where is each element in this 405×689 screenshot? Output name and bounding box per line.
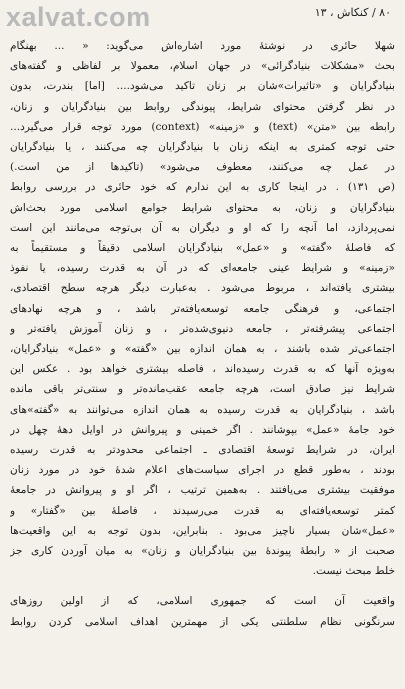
running-header: ۸۰ / کنکاش ، ۱۳ <box>314 6 391 19</box>
text-line: اجتماعی پیشرفته‌تر ، جامعه دنیوی‌شده‌تر ، و زنان آموزش یافته‌تر و <box>10 322 395 335</box>
paragraph-1 <box>10 36 395 581</box>
text-line: باشد ، بنیادگرایان به قدرت رسیده به همان اندازه می‌توانند به «گفته»های <box>10 403 395 416</box>
text-line: ایران، در شرایط توسعهٔ اقتصادی ـ اجتماعی محدودتر به قدرت رسیده <box>10 444 395 457</box>
text-line: کمتر توسعه‌یافته‌ای به قدرت می‌رسیدند ، فاصلهٔ بین «گفتار» و <box>10 504 395 517</box>
text-line: اجتماعی‌تر شده باشند ، به همان اندازه بین «گفته» و «عمل» بنیادگرایان، <box>10 343 395 356</box>
text-line: بحث «مشکلات بنیادگرائی» در جهان اسلام، معمولا بر لفاظی و گفته‌های <box>10 60 395 73</box>
text-line: بنیادگرایان و زنان، به محتوای شرایط جوامع اسلامی مورد بحث‌اش <box>10 201 395 214</box>
paragraph-2 <box>10 591 395 631</box>
text-line: سرنگونی نظام سلطنتی یکی از مهمترین اهداف اسلامی کردن روابط <box>10 615 395 628</box>
text-line: صحبت از « رابطهٔ پیوندهٔ بین بنیادگرایان و زنان» به میان آوردن کاری جز <box>10 545 395 558</box>
text-line: بودند ، به‌طور قطع در اجرای سیاست‌های اعلام شدهٔ خود در مورد زنان <box>10 464 395 477</box>
text-line: که فاصلهٔ «گفته» و «عمل» بنیادگرایان اسلامی دقیقاً و مستقیماً به <box>10 242 395 255</box>
text-line: خود جامهٔ «عمل» بپوشانند . اگر خمینی و پیروانش در اوایل دههٔ چهل در <box>10 423 395 436</box>
text-line: به‌ویژه آنها که به قدرت رسیده‌اند ، فاصله بیشتری خواهد بود . عکس این <box>10 363 395 376</box>
text-line: «عمل»شان بسیار ناچیز می‌بود . بنابراین، بدون توجه به این واقعیت‌ها <box>10 524 395 537</box>
text-line: نمی‌پردازد، اما آنچه را که او و دیگران به آن بی‌توجه می‌مانند این است <box>10 221 395 234</box>
text-line: رابطه بین «متن» (text) و «زمینه» (context) مورد توجه قرار می‌گیرد... <box>10 120 395 133</box>
site-watermark: xalvat.com <box>6 2 151 32</box>
text-line: واقعیت آن است که جمهوری اسلامی، که از اولین روزهای <box>10 595 395 608</box>
page-body <box>10 36 395 632</box>
text-line: در عمل چه می‌کنند، معطوف می‌شود» (تاکیدها از من است.) <box>10 161 395 174</box>
text-line: بنیادگرایان و «تاثیرات»شان بر زنان تاکید می‌شود.... [اما] بندرت، بدون <box>10 80 395 93</box>
text-line: حتی توجه کمتری به اینکه زنان با بنیادگرایان چه می‌کنند ، یا بنیادگرایان <box>10 141 395 154</box>
text-line: شهلا حائری در نوشتهٔ مورد اشاره‌اش می‌گوید: « ... بهنگام <box>10 40 395 52</box>
text-line: (ص ۱۳۱) . در اینجا کاری به این ندارم که خود حائری در بررسی روابط <box>10 181 395 194</box>
paragraph-gap <box>10 581 395 591</box>
text-line: «زمینه» و شرایط عینی جامعه‌ای که در آن به قدرت رسیده، یا نفوذ <box>10 262 395 275</box>
text-line: خلط مبحث نیست. <box>312 565 395 578</box>
text-line: موفقیت بیشتری می‌یافتند . به‌همین ترتیب ، اگر او و پیروانش در جامعهٔ <box>10 484 395 497</box>
text-line: شرایط نیز صادق است، هرچه جامعه عقب‌مانده‌تر و سنتی‌تر باقی مانده <box>10 383 395 396</box>
text-line: در نظر گرفتن محتوای شرایط، پیوندگی روابط بین بنیادگرایان و زنان، <box>10 100 395 113</box>
text-line: اجتماعی، و فرهنگی جامعه توسعه‌یافته‌تر باشد ، و هرچه نهادهای <box>10 302 395 315</box>
text-line: بیشتری یافته‌اند ، مربوط می‌شود . به‌عبارت دیگر هرچه سطح اقتصادی، <box>10 282 395 295</box>
